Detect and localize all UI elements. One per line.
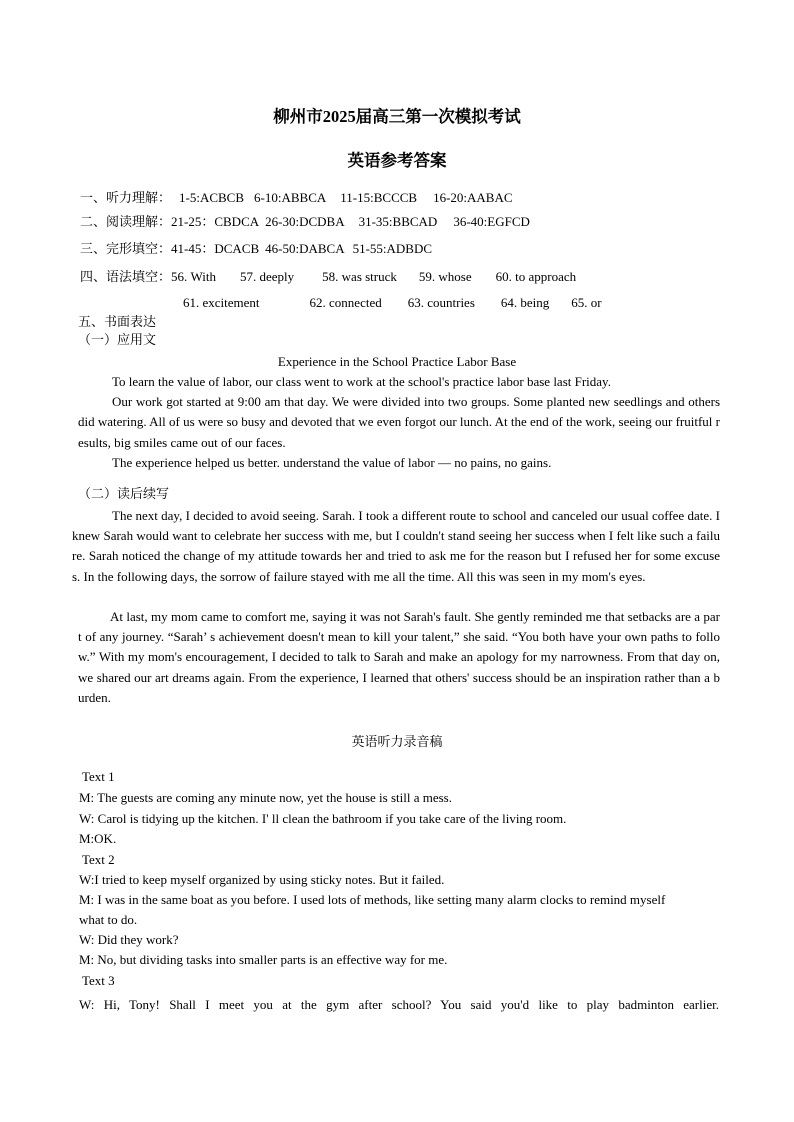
answer-part: 11-15:BCCCB — [340, 190, 418, 205]
answer-part: 64. being — [500, 295, 550, 310]
answer-part: 63. countries — [407, 295, 475, 310]
answer-label: 四、语法填空： — [80, 269, 172, 284]
answer-part: 16-20:AABAC — [433, 190, 513, 205]
answer-part: 58. was struck — [322, 269, 397, 284]
answer-part: 1-5:ACBCB — [179, 190, 245, 205]
answer-part: 65. or — [571, 295, 602, 310]
answer-part: 61. excitement — [183, 295, 260, 310]
answer-label: 三、完形填空： — [80, 241, 172, 256]
transcript-line: W:I tried to keep myself organized by using sticky notes. But it failed. — [79, 872, 445, 887]
answer-row-grammar-1 — [80, 267, 576, 287]
answer-part: 56. With — [171, 269, 216, 284]
paragraph: Our work got started at 9:00 am that day. We were divided into two groups. Some planted new seedlings and others did watering. All of us were so busy and devoted that we even forgot our lunch. At the end of the work, seeing our fruitful results, big smiles came out of our faces. — [78, 394, 720, 450]
answer-part: 26-30:DCDBA — [265, 214, 345, 229]
transcript-line: M: I was in the same boat as you before. I used lots of methods, like setting many alarm clocks to remind myself — [79, 892, 666, 907]
answer-part: 62. connected — [309, 295, 382, 310]
essay-part2 — [72, 506, 720, 587]
page-subtitle: 英语参考答案 — [347, 151, 447, 170]
transcript-line: W: Hi, Tony! Shall I meet you at the gym after school? You said you'd like to play badminton earlier. — [79, 997, 719, 1012]
answer-row-reading — [80, 212, 530, 232]
answer-part: 57. deeply — [240, 269, 295, 284]
answer-label: 二、阅读理解： — [80, 214, 172, 229]
answer-row-listening — [80, 188, 513, 208]
writing-part1-label: （一）应用文 — [78, 332, 157, 347]
transcript-line: W: Carol is tidying up the kitchen. I' ll clean the bathroom if you take care of the living room. — [79, 811, 567, 826]
answer-part: 51-55:ADBDC — [352, 241, 433, 256]
transcript-line: M:OK. — [79, 831, 117, 846]
paragraph: The next day, I decided to avoid seeing. Sarah. I took a different route to school and canceled our usual coffee date. I knew Sarah would want to celebrate her success with me, but I couldn't stand seeing her success when I felt like such a failure. Sarah noticed the change of my attitude towards her and tried to ask me for the reason but I refused her for some excuses. In the following days, the sorrow of failure stayed with me all the time. All this was seen in my mom's eyes. — [72, 508, 720, 584]
transcript-line: M: The guests are coming any minute now, yet the house is still a mess. — [79, 790, 452, 805]
essay-part2-continued — [78, 607, 720, 708]
essay-title: Experience in the School Practice Labor Base — [277, 354, 517, 369]
transcript-heading: 英语听力录音稿 — [351, 734, 443, 749]
answer-part: 59. whose — [418, 269, 472, 284]
transcript-line: Text 1 — [82, 769, 115, 784]
transcript-line: M: No, but dividing tasks into smaller parts is an effective way for me. — [79, 952, 448, 967]
paragraph: The experience helped us better. understand the value of labor — no pains, no gains. — [112, 454, 552, 470]
answer-part: 31-35:BBCAD — [358, 214, 438, 229]
paragraph: At last, my mom came to comfort me, saying it was not Sarah's fault. She gently reminded me that setbacks are a part of any journey. “Sarah’ s achievement doesn't mean to kill your talent,” she said. “You both have your own paths to follow.” With my mom's encouragement, I decided to talk to Sarah and make an apology for my narrowness. From that day on, we shared our art dreams again. From the experience, I learned that others' success should be an inspiration rather than a burden. — [78, 609, 720, 705]
writing-label: 五、书面表达 — [78, 314, 157, 329]
answer-row-cloze — [80, 239, 432, 259]
essay-part1 — [78, 372, 720, 473]
answer-part: 36-40:EGFCD — [453, 214, 530, 229]
transcript-line: W: Did they work? — [79, 932, 179, 947]
answer-part: 21-25：CBDCA — [171, 214, 260, 229]
answer-part: 6-10:ABBCA — [254, 190, 327, 205]
transcript-line: what to do. — [79, 912, 138, 927]
transcript-line: Text 2 — [82, 852, 115, 867]
answer-part: 41-45：DCACB — [171, 241, 260, 256]
answer-label: 一、听力理解： — [80, 190, 172, 205]
answer-row-grammar-2 — [183, 293, 602, 313]
writing-part2-label: （二）读后续写 — [78, 486, 170, 501]
answer-part: 46-50:DABCA — [265, 241, 345, 256]
paragraph: To learn the value of labor, our class went to work at the school's practice labor base last Friday. — [112, 374, 611, 389]
answer-part: 60. to approach — [495, 269, 577, 284]
transcript-line: Text 3 — [82, 973, 115, 988]
page-title: 柳州市2025届高三第一次模拟考试 — [273, 107, 521, 126]
